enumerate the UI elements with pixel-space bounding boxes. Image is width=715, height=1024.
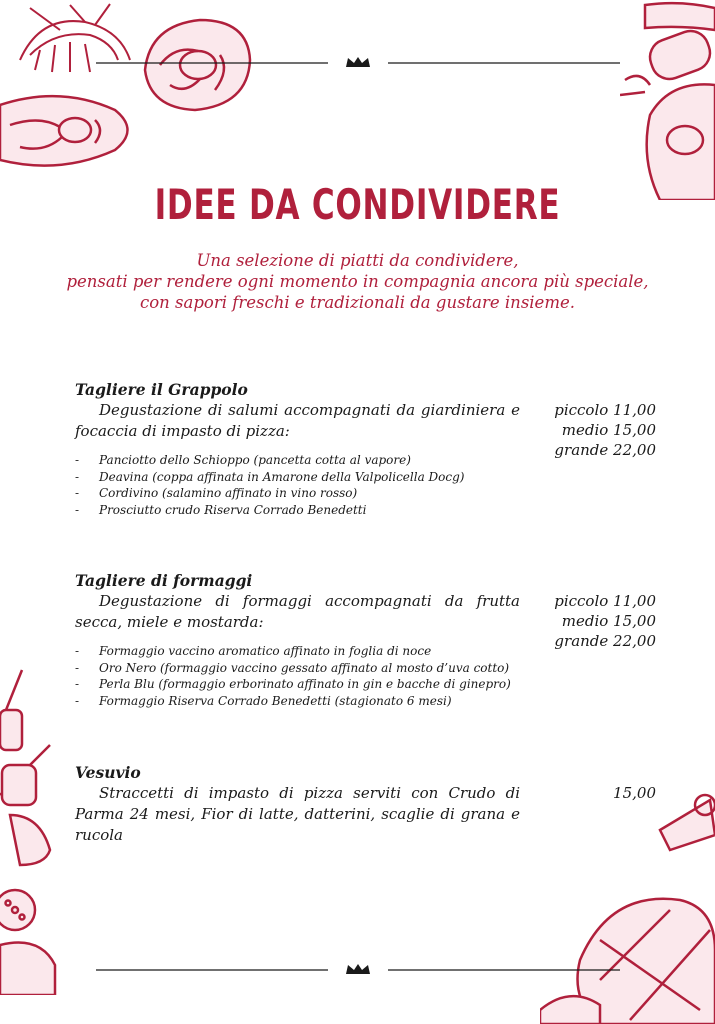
- price-list: [554, 400, 656, 460]
- list-item: - Prosciutto crudo Riserva Corrado Benedetti: [75, 502, 660, 519]
- list-item: - Perla Blu (formaggio erborinato affinato in gin e bacche di ginepro): [75, 676, 660, 693]
- list-item: - Formaggio Riserva Corrado Benedetti (stagionato 6 mesi): [75, 693, 660, 710]
- skewer-illustration: [0, 665, 60, 995]
- intro-line: Una selezione di piatti da condividere,: [196, 251, 519, 270]
- price-list: [613, 783, 656, 803]
- crown-icon: [346, 964, 370, 974]
- list-item: - Formaggio vaccino aromatico affinato in foglia di noce: [75, 643, 660, 660]
- price: medio 15,00: [561, 421, 656, 439]
- fish-steak-illustration: [0, 85, 140, 175]
- price: piccolo 11,00: [554, 592, 656, 610]
- price: grande 22,00: [554, 441, 656, 459]
- bottom-divider: [96, 960, 620, 980]
- section-description: Straccetti di impasto di pizza serviti con Crudo di Parma 24 mesi, Fior di latte, datterini, scaglie di grana e rucola: [75, 784, 520, 844]
- list-item: - Cordivino (salamino affinato in vino rosso): [75, 485, 660, 502]
- price: medio 15,00: [561, 612, 656, 630]
- price-list: [554, 591, 656, 651]
- menu-section-vesuvio: [75, 763, 660, 846]
- list-item: - Oro Nero (formaggio vaccino gessato affinato al mosto d’uva cotto): [75, 660, 660, 677]
- intro-text: [0, 250, 715, 313]
- section-title: Tagliere di formaggi: [75, 571, 253, 590]
- page-title: IDEE DA CONDIVIDERE: [154, 180, 561, 229]
- intro-line: con sapori freschi e tradizionali da gustare insieme.: [140, 293, 575, 312]
- section-description: Degustazione di salumi accompagnati da giardiniera e focaccia di impasto di pizza:: [75, 401, 520, 440]
- list-item: - Deavina (coppa affinata in Amarone della Valpolicella Docg): [75, 469, 660, 486]
- menu-section-grappolo: [75, 380, 660, 518]
- item-list: [75, 452, 660, 518]
- price: grande 22,00: [554, 632, 656, 650]
- section-description: Degustazione di formaggi accompagnati da frutta secca, miele e mostarda:: [75, 592, 520, 631]
- menu-section-formaggi: [75, 571, 660, 709]
- crown-icon: [346, 57, 370, 67]
- price: piccolo 11,00: [554, 401, 656, 419]
- price: 15,00: [613, 784, 656, 802]
- top-divider: [96, 53, 620, 73]
- section-title: Vesuvio: [75, 763, 141, 782]
- shrimp-illustration: [0, 0, 140, 90]
- salami-illustration: [620, 0, 715, 200]
- item-list: [75, 643, 660, 709]
- section-title: Tagliere il Grappolo: [75, 380, 248, 399]
- intro-line: pensati per rendere ogni momento in compagnia ancora più speciale,: [66, 272, 649, 291]
- list-item: - Panciotto dello Schioppo (pancetta cotta al vapore): [75, 452, 660, 469]
